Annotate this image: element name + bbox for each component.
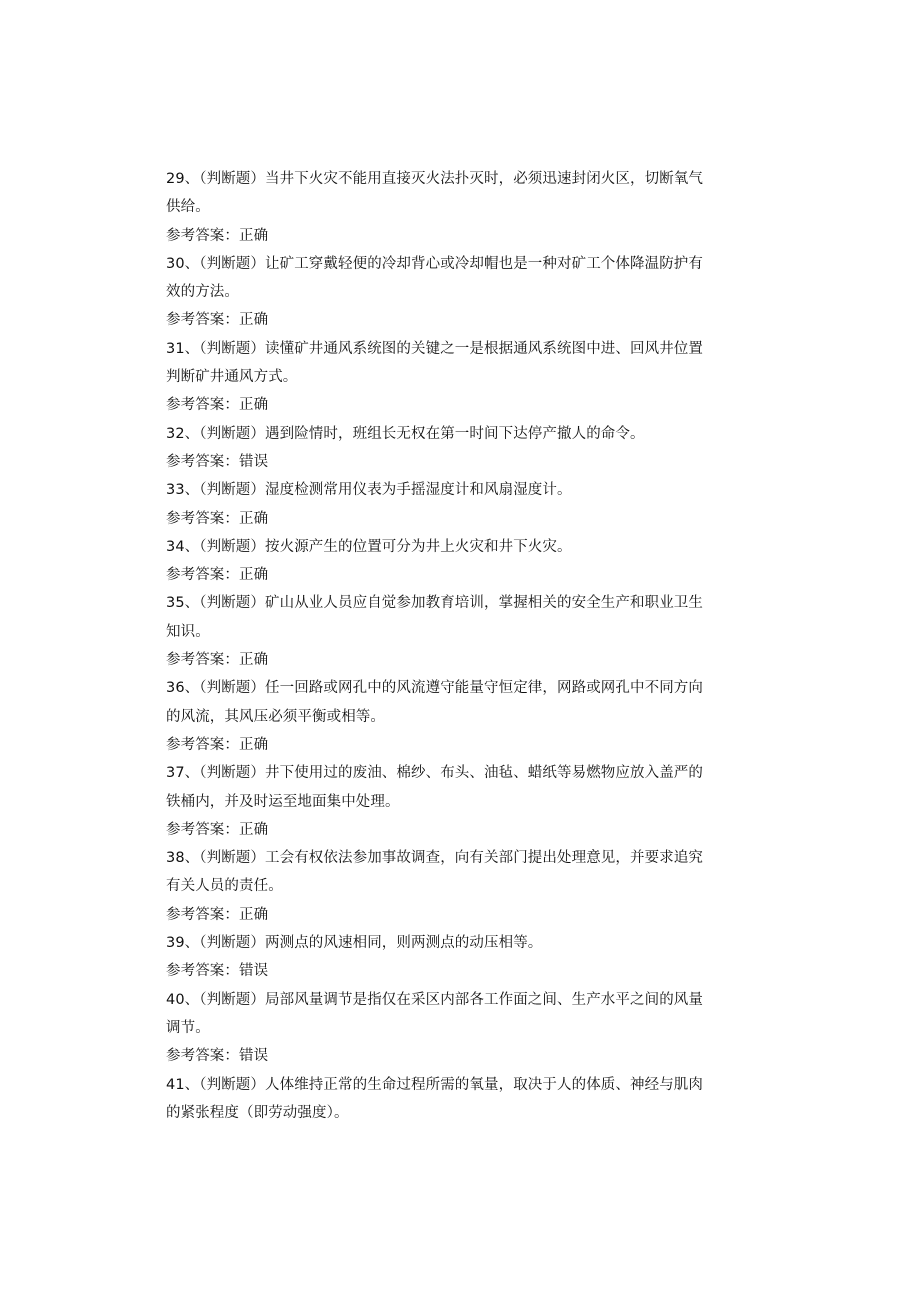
- answer-prefix-label: 参考答案：: [166, 567, 239, 584]
- question-text-line: 40、（判断题）局部风量调节是指仅在采区内部各工作面之间、生产水平之间的风量: [166, 991, 703, 1008]
- answer-value: 正确: [239, 821, 269, 838]
- answer-value: 正确: [239, 567, 269, 584]
- reference-answer: [166, 816, 756, 844]
- question-item: [166, 986, 756, 1071]
- question-text-line: 29、（判断题）当井下火灾不能用直接灭火法扑灭时，必须迅速封闭火区，切断氧气: [166, 171, 703, 187]
- answer-value: 错误: [239, 453, 269, 470]
- answer-value: 错误: [239, 1048, 269, 1065]
- answer-value: 正确: [239, 652, 269, 669]
- answer-value: 错误: [239, 963, 269, 980]
- reference-answer: [166, 957, 756, 985]
- question-text-line: 调节。: [166, 1019, 210, 1036]
- answer-prefix-label: 参考答案：: [166, 510, 239, 527]
- question-text-line: 36、（判断题）任一回路或网孔中的风流遵守能量守恒定律，网路或网孔中不同方向: [166, 680, 703, 697]
- question-text-line: 32、（判断题）遇到险情时，班组长无权在第一时间下达停产撤人的命令。: [166, 425, 645, 442]
- answer-value: 正确: [239, 510, 269, 527]
- question-text-line: 30、（判断题）让矿工穿戴轻便的冷却背心或冷却帽也是一种对矿工个体降温防护有: [166, 255, 703, 272]
- answer-prefix-label: 参考答案：: [166, 1048, 239, 1065]
- question-text-line: 39、（判断题）两测点的风速相同，则两测点的动压相等。: [166, 935, 543, 952]
- question-text-line: 供给。: [166, 199, 210, 216]
- question-text-line: 41、（判断题）人体维持正常的生命过程所需的氧量，取决于人的体质、神经与肌肉: [166, 1076, 703, 1093]
- question-item: [166, 759, 756, 844]
- answer-prefix-label: 参考答案：: [166, 652, 239, 669]
- question-text-line: 铁桶内，并及时运至地面集中处理。: [166, 793, 400, 810]
- answer-prefix-label: 参考答案：: [166, 821, 239, 838]
- reference-answer: [166, 646, 756, 674]
- question-item: [166, 929, 756, 986]
- answer-value: 正确: [239, 227, 269, 244]
- question-list: [166, 165, 756, 1127]
- question-item: [166, 533, 756, 590]
- question-text-line: 37、（判断题）井下使用过的废油、棉纱、布头、油毡、蜡纸等易燃物应放入盖严的: [166, 765, 703, 782]
- reference-answer: [166, 391, 756, 419]
- answer-prefix-label: 参考答案：: [166, 453, 239, 470]
- question-item: [166, 674, 756, 759]
- reference-answer: [166, 561, 756, 589]
- question-text-line: 38、（判断题）工会有权依法参加事故调查，向有关部门提出处理意见，并要求追究: [166, 850, 703, 867]
- question-text-line: 33、（判断题）湿度检测常用仪表为手摇湿度计和风扇湿度计。: [166, 482, 572, 499]
- reference-answer: [166, 306, 756, 334]
- reference-answer: [166, 222, 756, 250]
- answer-prefix-label: 参考答案：: [166, 312, 239, 329]
- answer-value: 正确: [239, 312, 269, 329]
- answer-prefix-label: 参考答案：: [166, 963, 239, 980]
- question-text-line: 31、（判断题）读懂矿井通风系统图的关键之一是根据通风系统图中进、回风井位置: [166, 340, 703, 357]
- reference-answer: [166, 901, 756, 929]
- answer-value: 正确: [239, 906, 269, 923]
- question-item: [166, 1071, 756, 1128]
- answer-prefix-label: 参考答案：: [166, 227, 239, 244]
- question-item: [166, 589, 756, 674]
- question-text-line: 的紧张程度（即劳动强度）。: [166, 1104, 349, 1121]
- question-text-line: 知识。: [166, 623, 210, 640]
- answer-prefix-label: 参考答案：: [166, 906, 239, 923]
- reference-answer: [166, 1042, 756, 1070]
- question-item: [166, 476, 756, 533]
- question-item: [166, 844, 756, 929]
- question-text-line: 效的方法。: [166, 284, 239, 301]
- reference-answer: [166, 448, 756, 476]
- question-text-line: 判断矿井通风方式。: [166, 369, 298, 386]
- question-item: [166, 335, 756, 420]
- question-text-line: 34、（判断题）按火源产生的位置可分为井上火灾和井下火灾。: [166, 538, 572, 555]
- answer-prefix-label: 参考答案：: [166, 736, 239, 753]
- answer-value: 正确: [239, 397, 269, 414]
- question-text-line: 有关人员的责任。: [166, 878, 283, 895]
- reference-answer: [166, 505, 756, 533]
- question-item: [166, 250, 756, 335]
- question-item: [166, 165, 756, 250]
- answer-prefix-label: 参考答案：: [166, 397, 239, 414]
- question-text-line: 35、（判断题）矿山从业人员应自觉参加教育培训，掌握相关的安全生产和职业卫生: [166, 595, 703, 612]
- question-text-line: 的风流，其风压必须平衡或相等。: [166, 708, 385, 725]
- answer-value: 正确: [239, 736, 269, 753]
- reference-answer: [166, 731, 756, 759]
- question-item: [166, 420, 756, 477]
